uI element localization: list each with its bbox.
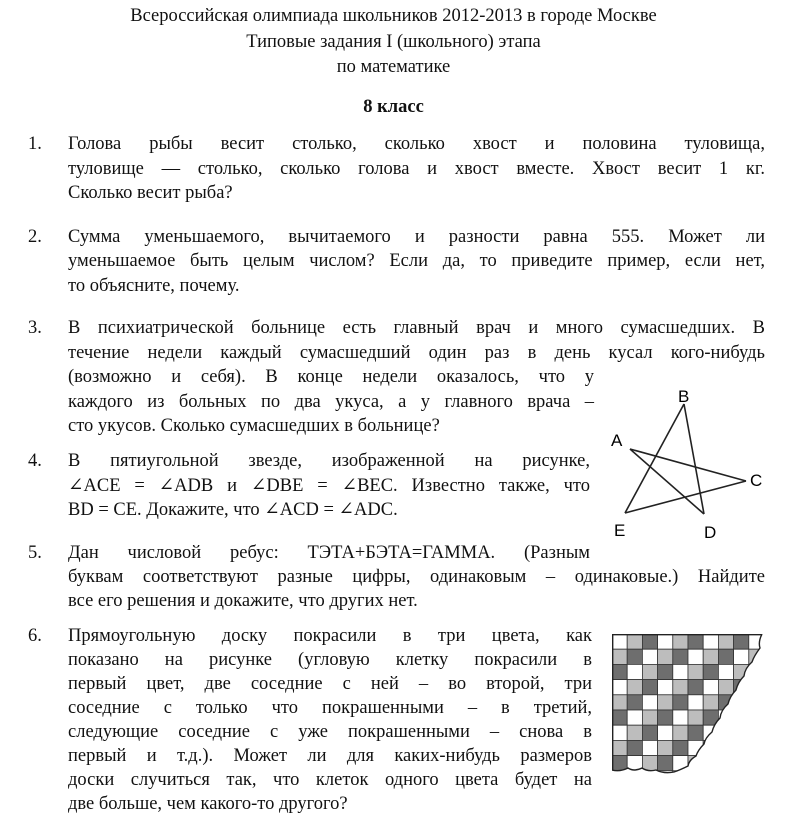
problem-1-line-3: Сколько весит рыба?: [68, 183, 233, 203]
board-cell: [658, 680, 673, 695]
problem-5-line-1: Дан числовой ребус: ТЭТА+БЭТА=ГАММА. (Разным: [68, 543, 590, 563]
problem-1-line-2: туловище — столько, сколько голова и хвост вместе. Хвост весит 1 кг.: [68, 159, 765, 179]
board-cell: [627, 725, 642, 740]
problem-6-line-4: соседние с только что покрашенными – в третий,: [68, 698, 592, 718]
board-cell: [642, 756, 657, 771]
board-cell: [718, 680, 733, 695]
problem-6-line-3: первый цвет, две соседние с ней – во второй, три: [68, 674, 592, 694]
problem-2-line-2: уменьшаемое быть целым числом? Если да, то приведите пример, если нет,: [68, 251, 765, 271]
star-label-a: A: [611, 431, 623, 450]
board-cell: [734, 695, 749, 710]
board-cell: [749, 740, 764, 755]
board-cell: [673, 634, 688, 649]
board-cell: [627, 710, 642, 725]
board-cell: [627, 664, 642, 679]
board-cell: [612, 695, 627, 710]
board-cell: [764, 725, 770, 740]
board-cell: [734, 649, 749, 664]
board-cell: [642, 649, 657, 664]
board-cell: [703, 664, 718, 679]
board-cell: [658, 710, 673, 725]
board-cell: [764, 634, 770, 649]
problem-1-number: 1.: [28, 134, 42, 154]
board-cell: [673, 771, 688, 784]
board-cell: [673, 740, 688, 755]
board-cell: [703, 740, 718, 755]
board-cell: [749, 756, 764, 771]
board-cell: [718, 725, 733, 740]
board-cell: [673, 756, 688, 771]
board-cell: [749, 725, 764, 740]
board-cell: [688, 664, 703, 679]
board-cell: [734, 664, 749, 679]
board-cell: [688, 710, 703, 725]
star-figure: [600, 380, 780, 550]
board-cell: [658, 756, 673, 771]
problem-4-number: 4.: [28, 451, 42, 471]
board-cell: [688, 771, 703, 784]
star-line-bd: [684, 404, 704, 514]
board-cell: [734, 710, 749, 725]
board-cell: [658, 695, 673, 710]
board-cell: [734, 634, 749, 649]
board-cell: [612, 756, 627, 771]
board-cell: [612, 740, 627, 755]
problem-3-line-4: каждого из больных по два укуса, а у главного врача –: [68, 392, 594, 412]
board-cell: [718, 756, 733, 771]
document-title: Всероссийская олимпиада школьников 2012-2013 в городе Москве: [130, 6, 657, 26]
board-cell: [734, 740, 749, 755]
star-label-c: C: [750, 471, 763, 490]
board-figure: [612, 634, 770, 784]
problem-6-line-6: первый и т.д.). Может ли для каких-нибудь размеров: [68, 746, 592, 766]
board-cell: [612, 771, 627, 784]
board-cell: [703, 695, 718, 710]
board-cell: [718, 664, 733, 679]
board-cell: [718, 634, 733, 649]
problem-6-line-1: Прямоугольную доску покрасили в три цвета, как: [68, 626, 592, 646]
board-cell: [612, 680, 627, 695]
board-cell: [642, 664, 657, 679]
problem-6-line-8: две больше, чем какого-то другого?: [68, 794, 348, 814]
board-cell: [688, 680, 703, 695]
problem-6-line-5: следующие соседние с уже покрашенными – снова в: [68, 722, 592, 742]
board-cell: [658, 725, 673, 740]
board-cell: [718, 649, 733, 664]
problem-3-number: 3.: [28, 318, 42, 338]
board-cell: [703, 756, 718, 771]
problem-1-line-1: Голова рыбы весит столько, сколько хвост и половина туловища,: [68, 134, 765, 154]
board-cell: [734, 771, 749, 784]
board-cell: [703, 771, 718, 784]
board-cell: [688, 756, 703, 771]
star-line-be: [625, 404, 684, 513]
board-cell: [764, 740, 770, 755]
board-cell: [642, 695, 657, 710]
board-cell: [718, 740, 733, 755]
problem-5-line-2: буквам соответствуют разные цифры, одинаковым – одинаковые.) Найдите: [68, 567, 765, 587]
problem-4-line-2: ∠ACE = ∠ADB и ∠DBE = ∠BEC. Известно также, что: [68, 476, 590, 496]
board-cell: [749, 771, 764, 784]
board-cell: [764, 756, 770, 771]
star-line-ec: [625, 481, 746, 513]
board-cell: [627, 740, 642, 755]
board-cell: [718, 771, 733, 784]
board-cell: [642, 680, 657, 695]
problem-6-number: 6.: [28, 626, 42, 646]
board-cell: [642, 725, 657, 740]
board-cell: [734, 680, 749, 695]
board-cell: [764, 710, 770, 725]
board-cell: [764, 664, 770, 679]
grade-heading: 8 класс: [363, 97, 424, 117]
board-cell: [612, 634, 627, 649]
board-cell: [764, 695, 770, 710]
board-cell: [688, 695, 703, 710]
board-cell: [627, 649, 642, 664]
star-label-e: E: [614, 521, 626, 540]
board-cell: [642, 740, 657, 755]
board-cell: [627, 695, 642, 710]
board-cell: [658, 664, 673, 679]
board-cell: [749, 664, 764, 679]
problem-6-line-2: показано на рисунке (угловую клетку покрасили в: [68, 650, 592, 670]
board-cell: [688, 725, 703, 740]
board-cell: [612, 710, 627, 725]
problem-4-line-1: В пятиугольной звезде, изображенной на рисунке,: [68, 451, 590, 471]
problem-3-line-5: сто укусов. Сколько сумасшедших в больнице?: [68, 416, 440, 436]
board-cell: [673, 725, 688, 740]
problem-2-line-3: то объясните, почему.: [68, 276, 240, 296]
board-cell: [658, 634, 673, 649]
board-cell: [703, 680, 718, 695]
board-cell: [627, 634, 642, 649]
board-cell: [642, 771, 657, 784]
problem-3-line-2: течение недели каждый сумасшедший один раз в день кусал кого-нибудь: [68, 343, 765, 363]
board-cell: [673, 649, 688, 664]
board-cell: [703, 649, 718, 664]
board-cell: [688, 634, 703, 649]
board-cell: [673, 695, 688, 710]
board-cell: [764, 680, 770, 695]
board-cell: [764, 649, 770, 664]
board-cell: [673, 680, 688, 695]
board-cell: [658, 740, 673, 755]
problem-6-line-7: доски случиться так, что клеток одного цвета будет на: [68, 770, 592, 790]
board-cell: [673, 710, 688, 725]
problem-4-line-3: BD = CE. Докажите, что ∠ACD = ∠ADC.: [68, 500, 398, 520]
board-cell: [734, 756, 749, 771]
board-cell: [658, 649, 673, 664]
board-cell: [612, 664, 627, 679]
star-lines: [625, 404, 746, 514]
problem-5-line-3: все его решения и докажите, что других нет.: [68, 591, 418, 611]
problem-2-line-1: Сумма уменьшаемого, вычитаемого и разности равна 555. Может ли: [68, 227, 765, 247]
board-cell: [734, 725, 749, 740]
board-cell: [642, 634, 657, 649]
board-cell: [612, 649, 627, 664]
board-cell: [749, 710, 764, 725]
board-cell: [749, 680, 764, 695]
board-cell: [627, 680, 642, 695]
board-cell: [703, 634, 718, 649]
problem-5-number: 5.: [28, 543, 42, 563]
star-label-b: B: [678, 387, 690, 406]
board-cell: [673, 664, 688, 679]
board-cell: [749, 695, 764, 710]
document-subject: по математике: [336, 57, 451, 77]
problem-3-line-3: (возможно и себя). В конце недели оказалось, что у: [68, 367, 594, 387]
problem-3-line-1: В психиатрической больнице есть главный врач и много сумасшедших. В: [68, 318, 765, 338]
star-label-d: D: [704, 523, 717, 542]
board-cell: [612, 725, 627, 740]
document-subtitle: Типовые задания I (школьного) этапа: [246, 32, 541, 52]
board-cell: [764, 771, 770, 784]
board-cell: [627, 771, 642, 784]
problem-2-number: 2.: [28, 227, 42, 247]
board-cell: [642, 710, 657, 725]
board-cell: [688, 649, 703, 664]
